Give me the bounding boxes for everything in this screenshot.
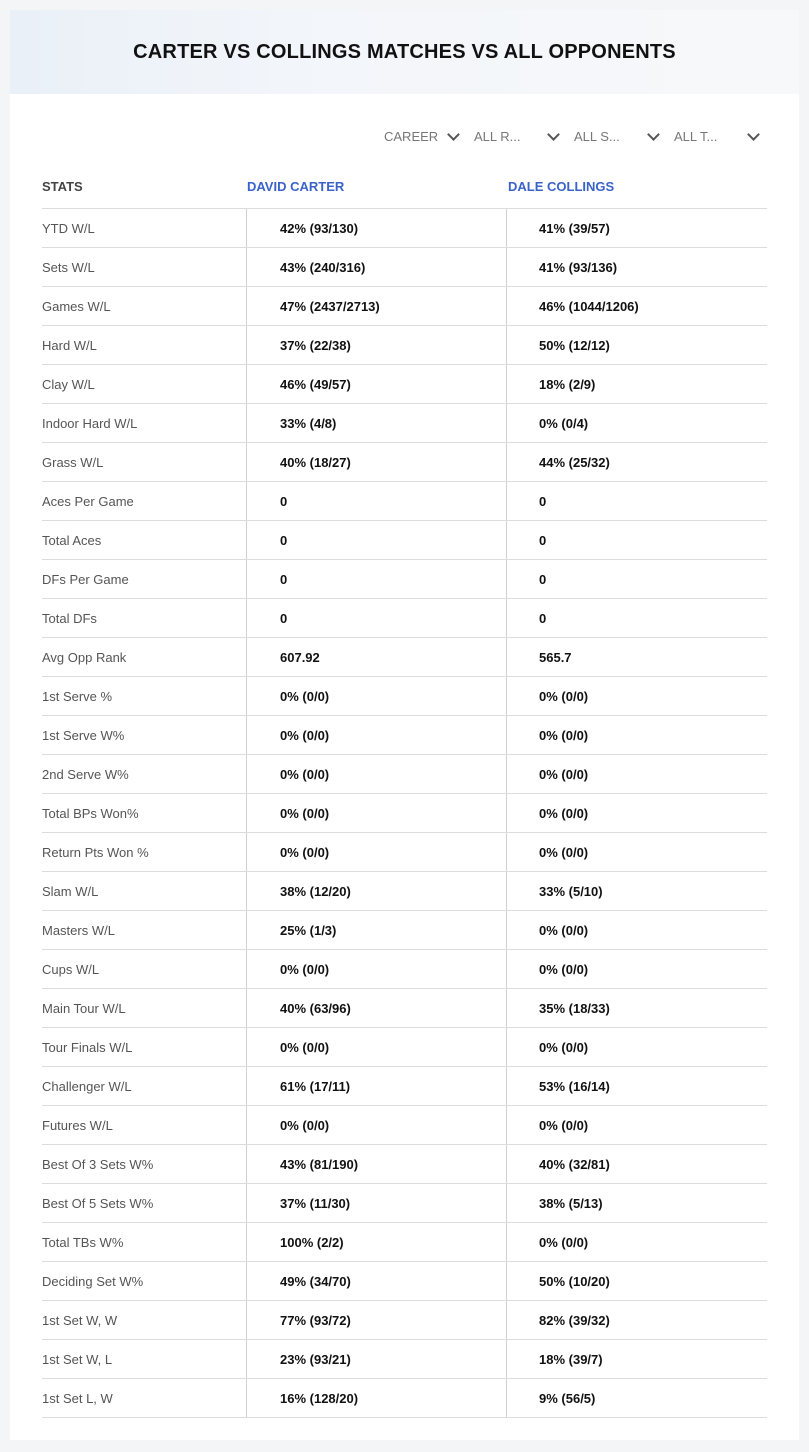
- table-body: [42, 209, 767, 1418]
- table-row: [42, 1262, 767, 1301]
- stats-column-header: STATS: [42, 179, 83, 194]
- player2-value: 565.7: [506, 638, 766, 676]
- player2-value: 41% (93/136): [506, 248, 766, 286]
- player1-value: 0% (0/0): [246, 950, 506, 988]
- table-row: [42, 560, 767, 599]
- filter-label: ALL T...: [674, 128, 718, 144]
- player1-value: 0% (0/0): [246, 1028, 506, 1066]
- table-row: [42, 677, 767, 716]
- player1-value: 40% (63/96): [246, 989, 506, 1027]
- stat-label: YTD W/L: [42, 220, 95, 236]
- player1-value: 42% (93/130): [246, 209, 506, 247]
- table-row: [42, 1106, 767, 1145]
- filter-bar: [384, 126, 774, 146]
- player2-value: 35% (18/33): [506, 989, 766, 1027]
- stat-label: Best Of 5 Sets W%: [42, 1195, 154, 1211]
- page-header: [10, 10, 799, 94]
- stats-table: [42, 165, 767, 1418]
- player2-value: 0% (0/0): [506, 794, 766, 832]
- stat-label: 1st Set L, W: [42, 1390, 113, 1406]
- table-row: [42, 794, 767, 833]
- stat-label: Return Pts Won %: [42, 844, 149, 860]
- player2-value: 0% (0/0): [506, 755, 766, 793]
- table-row: [42, 326, 767, 365]
- stat-label: 2nd Serve W%: [42, 766, 129, 782]
- player2-value: 18% (2/9): [506, 365, 766, 403]
- player2-value: 0% (0/0): [506, 950, 766, 988]
- stat-label: Masters W/L: [42, 922, 115, 938]
- table-row: [42, 443, 767, 482]
- table-row: [42, 1028, 767, 1067]
- player1-value: 40% (18/27): [246, 443, 506, 481]
- player2-value: 46% (1044/1206): [506, 287, 766, 325]
- stat-label: Total TBs W%: [42, 1234, 124, 1250]
- table-row: [42, 404, 767, 443]
- player2-value: 38% (5/13): [506, 1184, 766, 1222]
- player2-value: 0: [506, 599, 766, 637]
- stat-label: 1st Set W, L: [42, 1351, 113, 1367]
- filter-surface-select[interactable]: [574, 126, 674, 146]
- player1-value: 16% (128/20): [246, 1379, 506, 1417]
- player1-value: 0: [246, 482, 506, 520]
- table-row: [42, 209, 767, 248]
- stat-label: Total BPs Won%: [42, 805, 139, 821]
- stat-label: DFs Per Game: [42, 571, 129, 587]
- page-title: CARTER VS COLLINGS MATCHES VS ALL OPPONENTS: [133, 40, 676, 63]
- player1-value: 0: [246, 560, 506, 598]
- filter-label: ALL S...: [574, 128, 620, 144]
- player2-value: 0% (0/0): [506, 1106, 766, 1144]
- table-row: [42, 716, 767, 755]
- player1-value: 0% (0/0): [246, 716, 506, 754]
- stat-label: 1st Serve %: [42, 688, 113, 704]
- player2-value: 0% (0/0): [506, 833, 766, 871]
- stats-card: [10, 10, 799, 1440]
- player2-value: 0: [506, 521, 766, 559]
- filter-tournament-select[interactable]: [674, 126, 774, 146]
- player1-value: 0% (0/0): [246, 755, 506, 793]
- player2-value: 50% (12/12): [506, 326, 766, 364]
- player2-value: 41% (39/57): [506, 209, 766, 247]
- stat-label: Tour Finals W/L: [42, 1039, 133, 1055]
- player2-value: 9% (56/5): [506, 1379, 766, 1417]
- table-row: [42, 482, 767, 521]
- stat-label: Grass W/L: [42, 454, 104, 470]
- table-row: [42, 1067, 767, 1106]
- stat-label: Games W/L: [42, 298, 111, 314]
- stat-label: Main Tour W/L: [42, 1000, 126, 1016]
- player2-value: 0% (0/0): [506, 677, 766, 715]
- table-row: [42, 1340, 767, 1379]
- table-row: [42, 833, 767, 872]
- player2-link[interactable]: DALE COLLINGS: [508, 179, 615, 194]
- player2-value: 0: [506, 560, 766, 598]
- table-row: [42, 950, 767, 989]
- table-header: [42, 165, 767, 209]
- stat-label: Indoor Hard W/L: [42, 415, 138, 431]
- player1-link[interactable]: DAVID CARTER: [247, 179, 345, 194]
- player2-value: 82% (39/32): [506, 1301, 766, 1339]
- table-row: [42, 1184, 767, 1223]
- player1-value: 33% (4/8): [246, 404, 506, 442]
- player1-value: 100% (2/2): [246, 1223, 506, 1261]
- player2-value: 50% (10/20): [506, 1262, 766, 1300]
- table-row: [42, 1301, 767, 1340]
- player1-value: 47% (2437/2713): [246, 287, 506, 325]
- player1-value: 37% (11/30): [246, 1184, 506, 1222]
- table-row: [42, 1379, 767, 1418]
- player2-value: 40% (32/81): [506, 1145, 766, 1183]
- player1-value: 61% (17/11): [246, 1067, 506, 1105]
- stat-label: Challenger W/L: [42, 1078, 132, 1094]
- player1-value: 0% (0/0): [246, 794, 506, 832]
- table-row: [42, 248, 767, 287]
- chevron-down-icon: [447, 128, 460, 141]
- table-row: [42, 989, 767, 1028]
- table-row: [42, 365, 767, 404]
- player2-value: 0% (0/0): [506, 911, 766, 949]
- chevron-down-icon: [647, 128, 660, 141]
- player2-value: 0% (0/0): [506, 716, 766, 754]
- player2-value: 18% (39/7): [506, 1340, 766, 1378]
- player2-value: 0% (0/4): [506, 404, 766, 442]
- filter-round-select[interactable]: [474, 126, 574, 146]
- player2-value: 33% (5/10): [506, 872, 766, 910]
- player1-value: 37% (22/38): [246, 326, 506, 364]
- stat-label: Deciding Set W%: [42, 1273, 144, 1289]
- player1-value: 25% (1/3): [246, 911, 506, 949]
- player2-value: 0% (0/0): [506, 1028, 766, 1066]
- player1-value: 0% (0/0): [246, 833, 506, 871]
- filter-label: ALL R...: [474, 128, 521, 144]
- table-row: [42, 755, 767, 794]
- table-row: [42, 872, 767, 911]
- chevron-down-icon: [547, 128, 560, 141]
- stat-label: Futures W/L: [42, 1117, 113, 1133]
- player1-value: 43% (240/316): [246, 248, 506, 286]
- table-row: [42, 1145, 767, 1184]
- player1-value: 46% (49/57): [246, 365, 506, 403]
- player1-value: 0: [246, 521, 506, 559]
- table-row: [42, 1223, 767, 1262]
- player1-value: 43% (81/190): [246, 1145, 506, 1183]
- stat-label: Cups W/L: [42, 961, 100, 977]
- stat-label: Clay W/L: [42, 376, 95, 392]
- player1-value: 607.92: [246, 638, 506, 676]
- player2-value: 0% (0/0): [506, 1223, 766, 1261]
- player1-value: 77% (93/72): [246, 1301, 506, 1339]
- stat-label: Best Of 3 Sets W%: [42, 1156, 154, 1172]
- player1-value: 0% (0/0): [246, 1106, 506, 1144]
- player1-value: 23% (93/21): [246, 1340, 506, 1378]
- player1-value: 38% (12/20): [246, 872, 506, 910]
- stat-label: 1st Set W, W: [42, 1312, 118, 1328]
- filter-career-select[interactable]: [384, 126, 474, 146]
- stat-label: Hard W/L: [42, 337, 97, 353]
- chevron-down-icon: [747, 128, 760, 141]
- table-row: [42, 911, 767, 950]
- stat-label: 1st Serve W%: [42, 727, 125, 743]
- stat-label: Aces Per Game: [42, 493, 134, 509]
- player1-value: 49% (34/70): [246, 1262, 506, 1300]
- filter-label: CAREER: [384, 128, 439, 144]
- stat-label: Sets W/L: [42, 259, 95, 275]
- player1-value: 0: [246, 599, 506, 637]
- stat-label: Total Aces: [42, 532, 102, 548]
- table-row: [42, 599, 767, 638]
- player2-value: 0: [506, 482, 766, 520]
- player2-value: 44% (25/32): [506, 443, 766, 481]
- table-row: [42, 638, 767, 677]
- stat-label: Slam W/L: [42, 883, 99, 899]
- player2-value: 53% (16/14): [506, 1067, 766, 1105]
- table-row: [42, 287, 767, 326]
- stat-label: Total DFs: [42, 610, 97, 626]
- table-row: [42, 521, 767, 560]
- stat-label: Avg Opp Rank: [42, 649, 127, 665]
- player1-value: 0% (0/0): [246, 677, 506, 715]
